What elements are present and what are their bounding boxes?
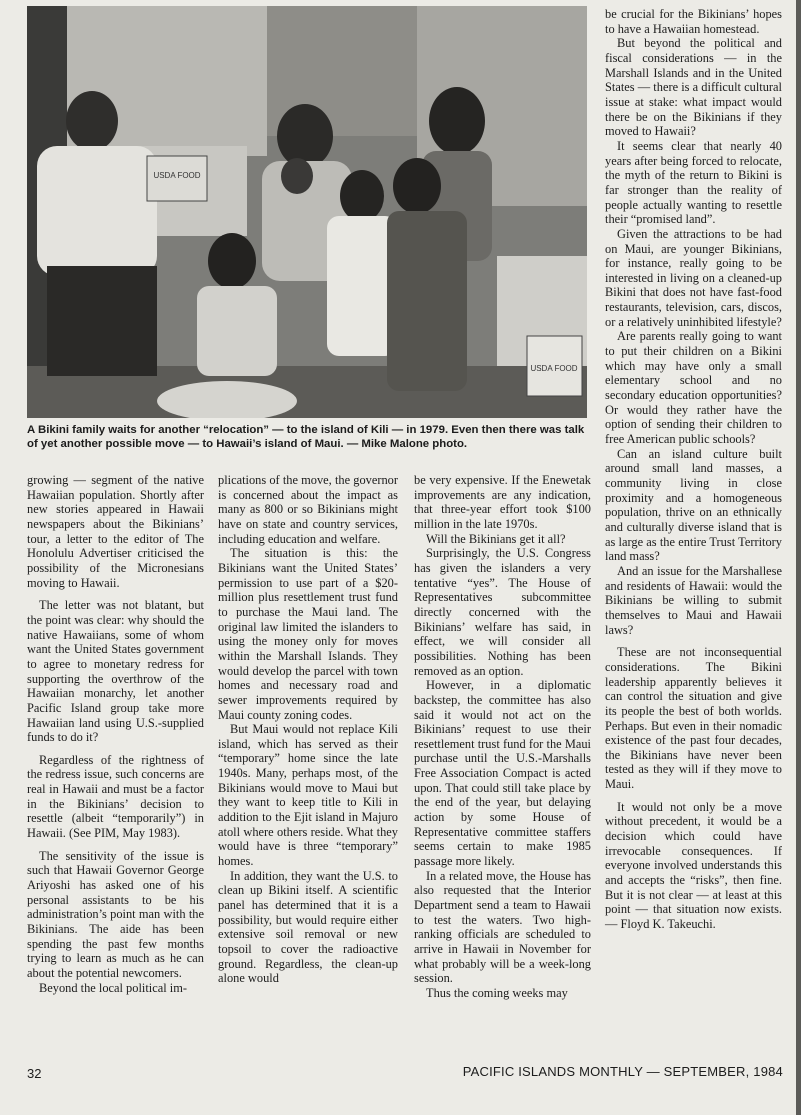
crate-label-bottom: USDA FOOD: [530, 364, 578, 373]
article-column-2: [218, 473, 398, 986]
paragraph: be crucial for the Bikinians’ hopes to have a Hawaiian homestead.: [605, 7, 782, 36]
paragraph: The sensitivity of the issue is such that Hawaii Governor George Ariyoshi has asked one of his personal assistants to be his administration’s point man with the Bikinians. The aide has been spending the past few months trying to learn as much as he can about the potential newcomers.: [27, 848, 204, 980]
paragraph: Regardless of the rightness of the redress issue, such concerns are real in Hawaii and must be a factor in the Bikinians’ decision to resettle (albeit “temporarily”) in Hawaii. (See PIM, May 1983).: [27, 752, 204, 841]
article-column-4: [605, 7, 782, 932]
crate-label-top: USDA FOOD: [153, 171, 201, 180]
paragraph: Will the Bikinians get it all?: [426, 531, 566, 546]
paragraph: These are not inconsequential considerations. The Bikini leadership apparently believes it can control the situation and give its people the best of both worlds. Perhaps. But even in their nomadic existence of the past four decades, the Bikinians have never been tested as they will if they move to Maui.: [605, 645, 782, 792]
paragraph: It seems clear that nearly 40 years after being forced to relocate, the myth of the return to Bikini is far stronger than the reality of people actually wanting to resettle their “promised land”.: [605, 138, 782, 227]
paragraph: Beyond the local political im-: [39, 980, 187, 995]
paragraph: Given the attractions to be had on Maui, are younger Bikinians, for instance, really going to be interested in living on a cleaned-up Bikini that does not have fast-food restaurants, television, cars, discos, or a relatively uninhibited lifestyle?: [605, 226, 782, 329]
paragraph: In addition, they want the U.S. to clean up Bikini itself. A scientific panel has determined that it is a possibility, but would require either extensive soil removal or new topsoil to cover the radioactive ground. Regardless, the clean-up alone would: [218, 868, 398, 986]
family-photo-illustration: [27, 6, 587, 418]
paragraph: Can an island culture built around small land masses, a community living in close proximity and a homogeneous population, thrive on an ethnically and culturally diverse island that is as large as the entire Trust Territory land mass?: [605, 446, 782, 564]
paragraph: And an issue for the Marshallese and residents of Hawaii: would the Bikinians be willing to submit themselves to Maui and Hawaii laws?: [605, 563, 782, 637]
paragraph: plications of the move, the governor is concerned about the impact as many as 800 or so Bikinians might have on state and country services, including education and welfare.: [218, 473, 398, 546]
paragraph: be very expensive. If the Enewetak improvements are any indication, that three-year effort took $100 million in the late 1970s.: [414, 473, 591, 531]
page-edge: [796, 0, 801, 1115]
paragraph: The letter was not blatant, but the point was clear: why should the native Hawaiians, some of whom want the United States government to agree to monetary redress for supporting the overthrow of the Hawaiian monarchy, let another Pacific Island group take more Hawaiian land using U.S.-supplied funds to do it?: [27, 598, 204, 745]
paragraph: It would not only be a move without precedent, it would be a decision which could have irrevocable consequences. If everyone involved understands this and accepts the “risks”, then fine. But it is not clear — at least at this point — that situation now exists. — Floyd K. Takeuchi.: [605, 799, 782, 932]
publication-footer: PACIFIC ISLANDS MONTHLY — SEPTEMBER, 1984: [462, 1064, 783, 1079]
paragraph: But Maui would not replace Kili island, which has served as their “temporary” home since the late 1940s. Many, perhaps most, of the Bikinians would move to Maui but they want to keep title to Kili in addition to the Ejit island in Majuro atoll where others reside. What they would have is three “temporary” homes.: [218, 722, 398, 869]
paragraph: However, in a diplomatic backstep, the committee has also said it would not act on the Bikinians’ request to use their resettlement trust fund for the Maui purchase until the U.S.-Marshalls Free Association Compact is acted upon. That could still take place by the end of the year, but delaying action by some House of Representative committee staffers seems certain to make 1985 passage more likely.: [414, 678, 591, 869]
paragraph: Are parents really going to want to put their children on a Bikini which may have only a small elementary school and no secondary education opportunities? Or would they rather have the option of sending their children to free American public schools?: [605, 329, 782, 447]
paragraph: In a related move, the House has also requested that the Interior Department send a team to Hawaii to test the waters. Two high-ranking officials are scheduled to arrive in Hawaii in November for what probably will be a week-long session.: [414, 868, 591, 986]
paragraph: The situation is this: the Bikinians want the United States’ permission to use part of a $20-million plus resettlement trust fund to purchase the Maui land. The original law limited the islanders to using the money only for moves within the Marshall Islands. They would develop the parcel with town homes and necessary road and sewer improvements required by Maui county zoning codes.: [218, 546, 398, 722]
page-number: 32: [27, 1066, 42, 1081]
article-column-3: [414, 473, 591, 1001]
paragraph: Thus the coming weeks may: [426, 985, 568, 1000]
article-column-1: [27, 473, 204, 995]
paragraph: But beyond the political and fiscal considerations — in the Marshall Islands and in the United States — there is a difficult cultural issue at stake: what impact would there be on the Bikinians if they moved to Hawaii?: [605, 36, 782, 139]
paragraph: Surprisingly, the U.S. Congress has given the islanders a very tentative “yes”. The House of Representatives subcommittee directly concerned with the Bikinians’ welfare has said, in effect, we will consider all possibilities. Nothing has been removed as an option.: [414, 546, 591, 678]
paragraph: growing — segment of the native Hawaiian population. Shortly after new stories appeared in Hawaii newspapers about the Bikinians’ tour, a letter to the editor of The Honolulu Advertiser criticised the possibility of the Micronesians moving to Hawaii.: [27, 473, 204, 590]
photo-caption: A Bikini family waits for another “relocation” — to the island of Kili — in 1979. Even then there was talk of yet another possible move — to Hawaii’s island of Maui. — Mike Malone photo.: [27, 424, 585, 450]
family-photo: [27, 6, 587, 418]
